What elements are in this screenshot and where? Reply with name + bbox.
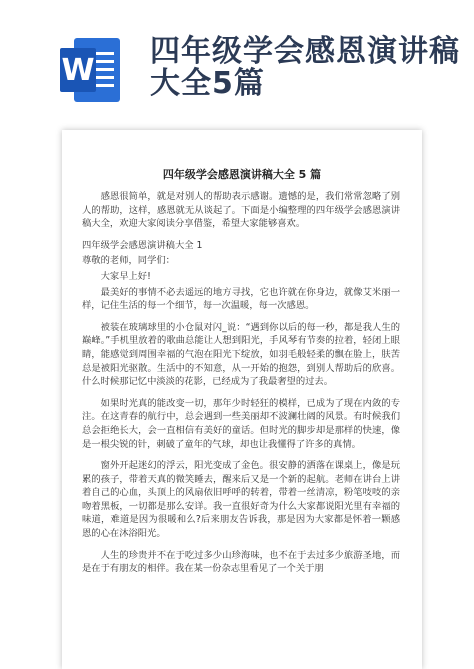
document-body	[82, 190, 400, 584]
paragraph: 四年级学会感恩演讲稿大全 1	[82, 239, 203, 251]
document-page	[62, 130, 422, 669]
page-title: 四年级学会感恩演讲稿大全5篇	[150, 34, 460, 101]
word-document-icon	[60, 38, 120, 102]
banner	[0, 0, 474, 130]
paragraph: 被装在玻璃球里的小仓鼠对闪_说：“遇到你以后的每一秒，都是我人生的巅峰。”手机里放着的歌曲总能让人想到阳光，手风琴有节奏的拉着，轻闭上眼睛，能感觉到周围幸福的气泡在阳光下绽放，如羽毛般轻柔的飘在脸上，肤苦总是被阳光驱散。生活中的不知意，从一开始的抱怨，到别人帮助后的欣喜。 什么时候那记忆中淡淡的花影，已经成为了我最奢望的过去。	[82, 321, 400, 388]
paragraph: 大家早上好!	[100, 270, 151, 282]
paragraph: 窗外开起迷幻的浮云，阳光变成了金色。很安静的洒落在课桌上，像是玩累的孩子，带着天真的微笑睡去，醒来后又是一个新的起航。老师在讲台上讲着自己的心血，头顶上的风扇依旧呼呼的转着，带着一丝清凉，粉笔吱吱的亲吻着黑板，一切都是那么安详。我一直很好奇为什么大家都说阳光里有幸福的味道，难道是因为很暖和么?后来朋友告诉我，那是因为大家都是怀着一颗感恩的心在沐浴阳光。	[82, 460, 400, 540]
paragraph: 人生的珍贵并不在于吃过多少山珍海味，也不在于去过多少旅游圣地，而是在于有朋友的相伴。我在某一份杂志里看见了一个关于朋	[82, 549, 400, 575]
paragraph: 最美好的事情不必去遥远的地方寻找，它也许就在你身边，就像艾米丽一样，记住生活的每一个细节，每一次温暖，每一次感恩。	[82, 286, 400, 312]
word-icon-letter: W	[60, 48, 96, 92]
paragraph: 如果时光真的能改变一切，那年少时轻狂的模样，已成为了现在内敛的专注。在这青春的航行中，总会遇到一些美丽却不波澜壮阔的风景。有时候我们总会拒绝长大，会一直相信有美好的童话。但时光的脚步却是那样的快速，像是一根尖锐的针，刺破了童年的气球，却也让我懂得了许多的真情。	[82, 397, 400, 450]
paragraph: 感恩很简单，就是对别人的帮助表示感谢。遗憾的是，我们常常忽略了别人的帮助，这样，感恩就无从谈起了。下面是小编整理的四年级学会感恩演讲稿大全，欢迎大家阅读分享借鉴，希望大家能够喜欢。	[82, 191, 400, 230]
paragraph: 尊敬的老师，同学们：	[82, 255, 175, 267]
document-heading: 四年级学会感恩演讲稿大全 5 篇	[162, 168, 322, 181]
